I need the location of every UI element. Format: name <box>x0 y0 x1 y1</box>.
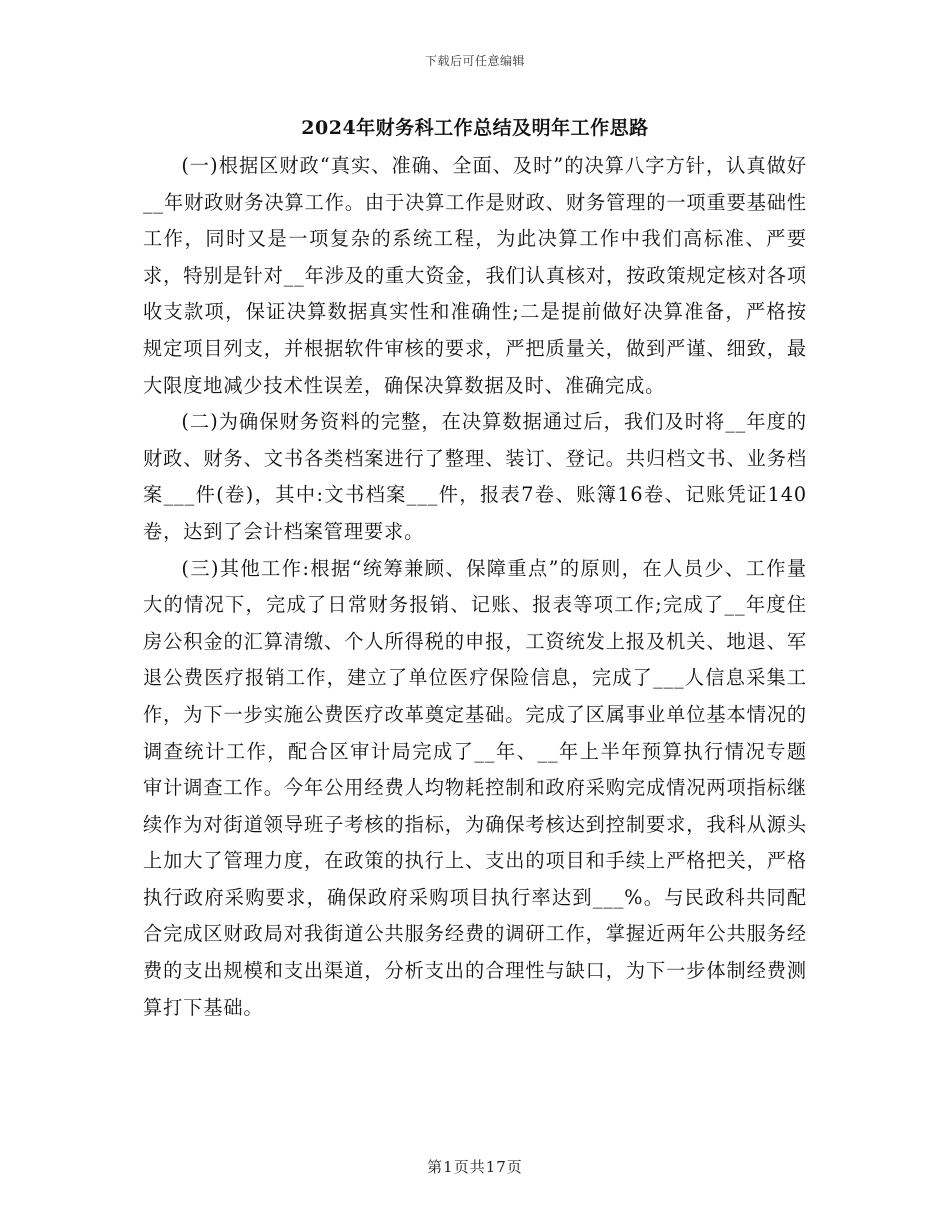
paragraph-3: (三)其他工作:根据“统筹兼顾、保障重点”的原则，在人员少、工作量大的情况下，完成了日常财务报销、记账、报表等项工作;完成了__年度住房公积金的汇算清缴、个人所得税的申报，工资统发上报及机关、地退、军退公费医疗报销工作，建立了单位医疗保险信息，完成了___人信息采集工作，为下一步实施公费医疗改革奠定基础。完成了区属事业单位基本情况的调查统计工作，配合区审计局完成了__年、__年上半年预算执行情况专题审计调查工作。今年公用经费人均物耗控制和政府采购完成情况两项指标继续作为对街道领导班子考核的指标，为确保考核达到控制要求，我科从源头上加大了管理力度，在政策的执行上、支出的项目和手续上严格把关，严格执行政府采购要求，确保政府采购项目执行率达到___%。与民政科共同配合完成区财政局对我街道公共服务经费的调研工作，掌握近两年公共服务经费的支出规模和支出渠道，分析支出的合理性与缺口，为下一步体制经费测算打下基础。 <box>143 556 807 1019</box>
page-number-footer: 第1页共17页 <box>427 1158 523 1176</box>
paragraph-2: (二)为确保财务资料的完整，在决算数据通过后，我们及时将__年度的财政、财务、文书各类档案进行了整理、装订、登记。共归档文书、业务档案___件(卷)，其中:文书档案___件，报表7卷、账簿16卷、记账凭证140卷，达到了会计档案管理要求。 <box>143 410 807 543</box>
header-note: 下载后可任意编辑 <box>424 54 525 68</box>
document-title: 2024年财务科工作总结及明年工作思路 <box>301 117 649 139</box>
document-body <box>143 148 807 1026</box>
paragraph-1: (一)根据区财政“真实、准确、全面、及时”的决算八字方针，认真做好__年财政财务决算工作。由于决算工作是财政、财务管理的一项重要基础性工作，同时又是一项复杂的系统工程，为此决算工作中我们高标准、严要求，特别是针对__年涉及的重大资金，我们认真核对，按政策规定核对各项收支款项，保证决算数据真实性和准确性;二是提前做好决算准备，严格按规定项目列支，并根据软件审核的要求，严把质量关，做到严谨、细致，最大限度地减少技术性误差，确保决算数据及时、准确完成。 <box>143 154 807 397</box>
